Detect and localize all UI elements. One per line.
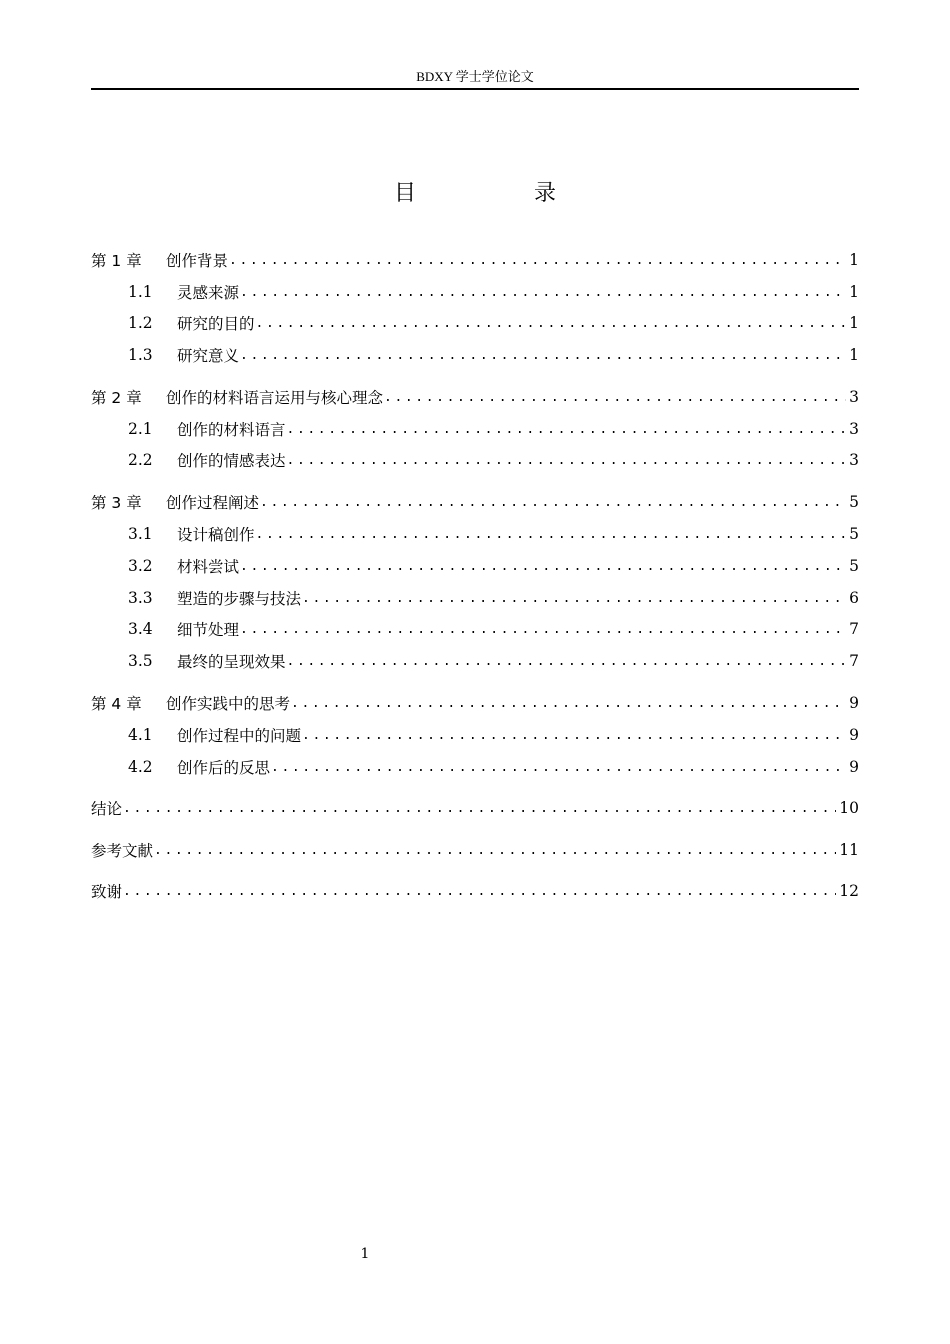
toc-entry-page: 3: [849, 451, 859, 469]
header-divider: [91, 88, 859, 90]
dot-leader: [271, 760, 846, 775]
toc-entry-chapter-4[interactable]: [91, 691, 859, 715]
toc-entry-page: 6: [849, 589, 859, 607]
toc-entry-page: 11: [839, 841, 859, 859]
toc-entry-title: 创作的情感表达: [177, 452, 286, 470]
toc-entry-title: 创作过程中的问题: [177, 727, 302, 745]
toc-entry-page: 3: [849, 388, 859, 406]
toc-entry-acknowledgements[interactable]: [91, 879, 859, 903]
toc-entry-number: 3.5: [128, 652, 153, 670]
toc-entry-number: 1.1: [128, 283, 153, 301]
toc-entry-section-1-3[interactable]: [91, 343, 859, 367]
dot-leader: [260, 495, 846, 510]
toc-entry-page: 1: [849, 251, 859, 269]
toc-entry-page: 5: [849, 525, 859, 543]
toc-entry-title: 结论: [91, 800, 123, 818]
toc-entry-section-3-1[interactable]: [91, 522, 859, 546]
page-header: BDXY 学士学位论文: [416, 69, 534, 84]
toc-entry-page: 5: [849, 493, 859, 511]
dot-leader: [302, 728, 846, 743]
dot-leader: [287, 654, 847, 669]
toc-entry-page: 9: [849, 758, 859, 776]
toc-entry-number: 2.1: [128, 420, 153, 438]
toc-entry-section-3-5[interactable]: [91, 649, 859, 673]
toc-entry-page: 7: [849, 620, 859, 638]
toc-entry-conclusion[interactable]: [91, 796, 859, 820]
toc-entry-number: 3.2: [128, 557, 153, 575]
toc-entry-page: 1: [849, 314, 859, 332]
toc-entry-page: 1: [849, 346, 859, 364]
toc-entry-section-3-4[interactable]: [91, 617, 859, 641]
dot-leader: [384, 390, 846, 405]
toc-entry-title: 参考文献: [91, 842, 154, 860]
toc-entry-title: 致谢: [91, 883, 123, 901]
dot-leader: [256, 527, 847, 542]
toc-entry-number: 3.3: [128, 589, 153, 607]
toc-entry-page: 3: [849, 420, 859, 438]
toc-entry-number: 3.4: [128, 620, 153, 638]
toc-entry-section-1-1[interactable]: [91, 280, 859, 304]
toc-entry-title: 研究的目的: [177, 315, 255, 333]
toc-entry-number: 2.2: [128, 451, 153, 469]
dot-leader: [123, 801, 836, 816]
toc-entry-references[interactable]: [91, 838, 859, 862]
toc-entry-title: 创作过程阐述: [166, 494, 260, 512]
toc-entry-page: 9: [849, 726, 859, 744]
toc-title: 目 录: [393, 181, 604, 206]
toc-entry-page: 1: [849, 283, 859, 301]
toc-entry-number: 1.2: [128, 314, 153, 332]
toc-entry-number: 第 3 章: [91, 494, 142, 512]
toc-entry-title: 灵感来源: [177, 284, 240, 302]
toc-entry-number: 第 4 章: [91, 695, 142, 713]
toc-entry-title: 创作的材料语言: [177, 421, 286, 439]
toc-entry-page: 10: [839, 799, 859, 817]
toc-entry-title: 研究意义: [177, 347, 240, 365]
toc-entry-number: 1.3: [128, 346, 153, 364]
toc-entry-page: 7: [849, 652, 859, 670]
toc-entry-title: 创作的材料语言运用与核心理念: [166, 389, 384, 407]
dot-leader: [287, 453, 847, 468]
toc-entry-chapter-2[interactable]: [91, 385, 859, 409]
toc-entry-title: 最终的呈现效果: [177, 653, 286, 671]
dot-leader: [240, 348, 846, 363]
toc-entry-section-1-2[interactable]: [91, 311, 859, 335]
toc-entry-number: 3.1: [128, 525, 153, 543]
toc-entry-chapter-3[interactable]: [91, 490, 859, 514]
toc-entry-section-3-3[interactable]: [91, 586, 859, 610]
toc-entry-section-2-1[interactable]: [91, 417, 859, 441]
toc-entry-section-4-2[interactable]: [91, 755, 859, 779]
toc-entry-number: 4.2: [128, 758, 153, 776]
toc-entry-page: 5: [849, 557, 859, 575]
toc-entry-page: 9: [849, 694, 859, 712]
dot-leader: [240, 285, 846, 300]
toc-entry-page: 12: [839, 882, 859, 900]
toc-entry-number: 4.1: [128, 726, 153, 744]
dot-leader: [154, 843, 836, 858]
dot-leader: [302, 591, 846, 606]
toc-entry-title: 塑造的步骤与技法: [177, 590, 302, 608]
dot-leader: [256, 316, 847, 331]
toc-entry-chapter-1[interactable]: [91, 248, 859, 272]
dot-leader: [287, 422, 847, 437]
toc-entry-title: 创作后的反思: [177, 759, 271, 777]
dot-leader: [291, 696, 846, 711]
toc-entry-section-3-2[interactable]: [91, 554, 859, 578]
dot-leader: [240, 559, 846, 574]
page-number-footer: 1: [360, 1246, 370, 1262]
toc-entry-title: 创作实践中的思考: [166, 695, 291, 713]
toc-entry-title: 材料尝试: [177, 558, 240, 576]
toc-entry-section-2-2[interactable]: [91, 448, 859, 472]
toc-entry-number: 第 1 章: [91, 252, 142, 270]
toc-entry-number: 第 2 章: [91, 389, 142, 407]
toc-entry-title: 细节处理: [177, 621, 240, 639]
toc-entry-title: 创作背景: [166, 252, 229, 270]
dot-leader: [123, 884, 836, 899]
toc-entry-section-4-1[interactable]: [91, 723, 859, 747]
dot-leader: [229, 253, 846, 268]
dot-leader: [240, 622, 846, 637]
toc-entry-title: 设计稿创作: [177, 526, 255, 544]
